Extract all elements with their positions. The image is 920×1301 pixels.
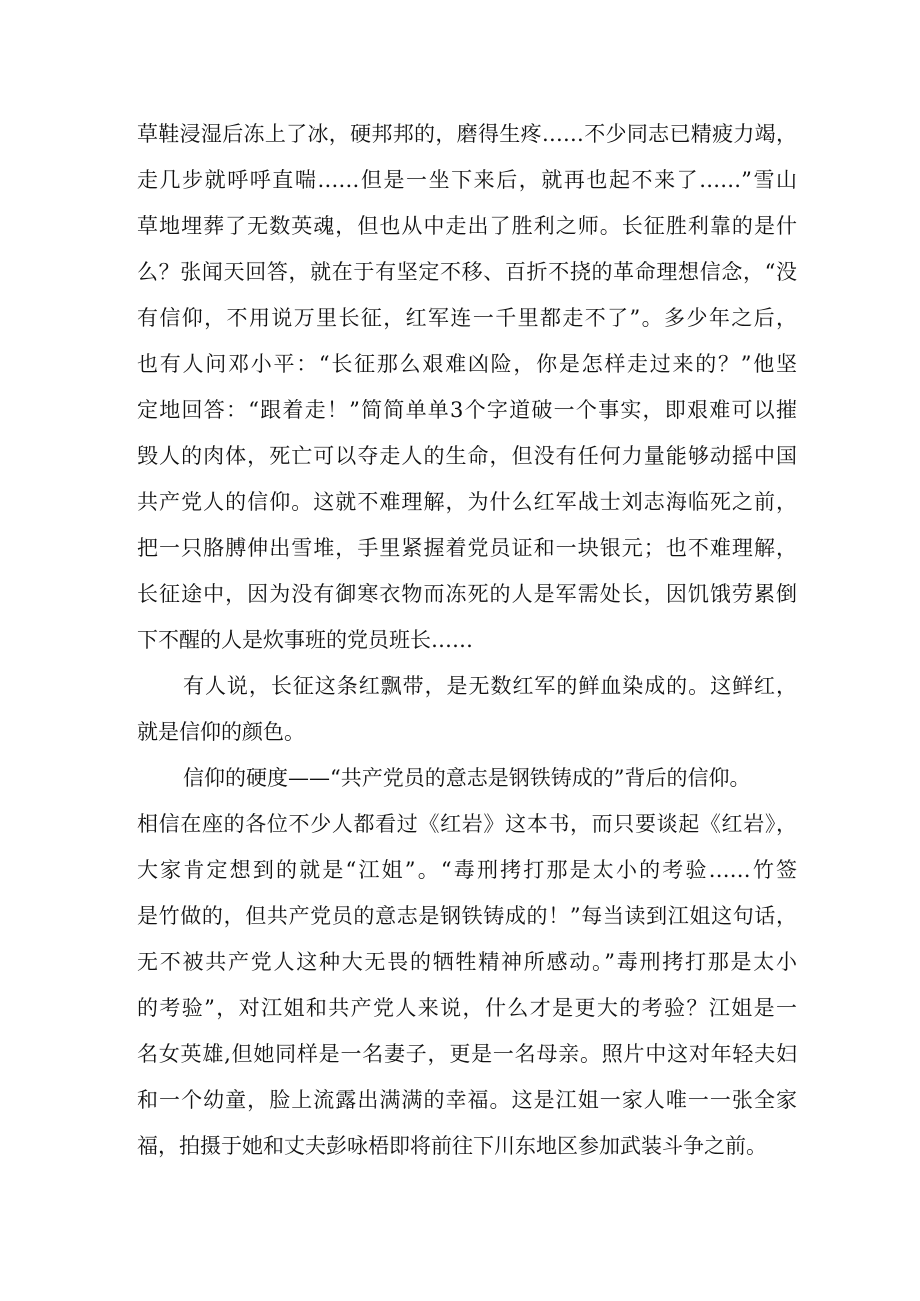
text-line: 么？张闻天回答，就在于有坚定不移、百折不挠的革命理想信念，“没 bbox=[137, 260, 797, 284]
text-line: 和一个幼童，脸上流露出满满的幸福。这是江姐一家人唯一一张全家 bbox=[137, 1088, 797, 1112]
text-line: 下不醒的人是炊事班的党员班长…… bbox=[137, 628, 473, 652]
text-line: 相信在座的各位不少人都看过《红岩》这本书，而只要谈起《红岩》， bbox=[137, 812, 797, 836]
text-line: 定地回答：“跟着走！”简简单单3个字道破一个事实，即艰难可以摧 bbox=[137, 398, 797, 422]
paragraph-first-line: 信仰的硬度——“共产党员的意志是钢铁铸成的”背后的信仰。 bbox=[183, 766, 751, 790]
text-line: 走几步就呼呼直喘……但是一坐下来后，就再也起不来了……”雪山 bbox=[137, 168, 797, 192]
text-line: 是竹做的，但共产党员的意志是钢铁铸成的！”每当读到江姐这句话， bbox=[137, 904, 797, 928]
text-line: 有信仰，不用说万里长征，红军连一千里都走不了”。多少年之后， bbox=[137, 306, 797, 330]
text-line: 毁人的肉体，死亡可以夺走人的生命，但没有任何力量能够动摇中国 bbox=[137, 444, 797, 468]
text-line: 大家肯定想到的就是“江姐”。“毒刑拷打那是太小的考验……竹签 bbox=[137, 858, 797, 882]
body-text bbox=[137, 111, 797, 1169]
text-line: 名女英雄,但她同样是一名妻子，更是一名母亲。照片中这对年轻夫妇 bbox=[137, 1042, 797, 1066]
text-line: 就是信仰的颜色。 bbox=[137, 720, 305, 744]
text-line: 共产党人的信仰。这就不难理解，为什么红军战士刘志海临死之前， bbox=[137, 490, 797, 514]
text-line: 长征途中，因为没有御寒衣物而冻死的人是军需处长，因饥饿劳累倒 bbox=[137, 582, 797, 606]
text-line: 也有人问邓小平：“长征那么艰难凶险，你是怎样走过来的？”他坚 bbox=[137, 352, 797, 376]
text-line: 的考验”，对江姐和共产党人来说，什么才是更大的考验？江姐是一 bbox=[137, 996, 797, 1020]
text-line: 无不被共产党人这种大无畏的牺牲精神所感动。”毒刑拷打那是太小 bbox=[137, 950, 797, 974]
paragraph-first-line: 有人说，长征这条红飘带，是无数红军的鲜血染成的。这鲜红， bbox=[183, 674, 797, 698]
text-line: 把一只胳膊伸出雪堆，手里紧握着党员证和一块银元；也不难理解， bbox=[137, 536, 797, 560]
text-line: 草地埋葬了无数英魂，但也从中走出了胜利之师。长征胜利靠的是什 bbox=[137, 214, 797, 238]
text-line: 草鞋浸湿后冻上了冰，硬邦邦的，磨得生疼……不少同志已精疲力竭， bbox=[137, 122, 797, 146]
text-line: 福，拍摄于她和丈夫彭咏梧即将前往下川东地区参加武装斗争之前。 bbox=[137, 1134, 767, 1158]
